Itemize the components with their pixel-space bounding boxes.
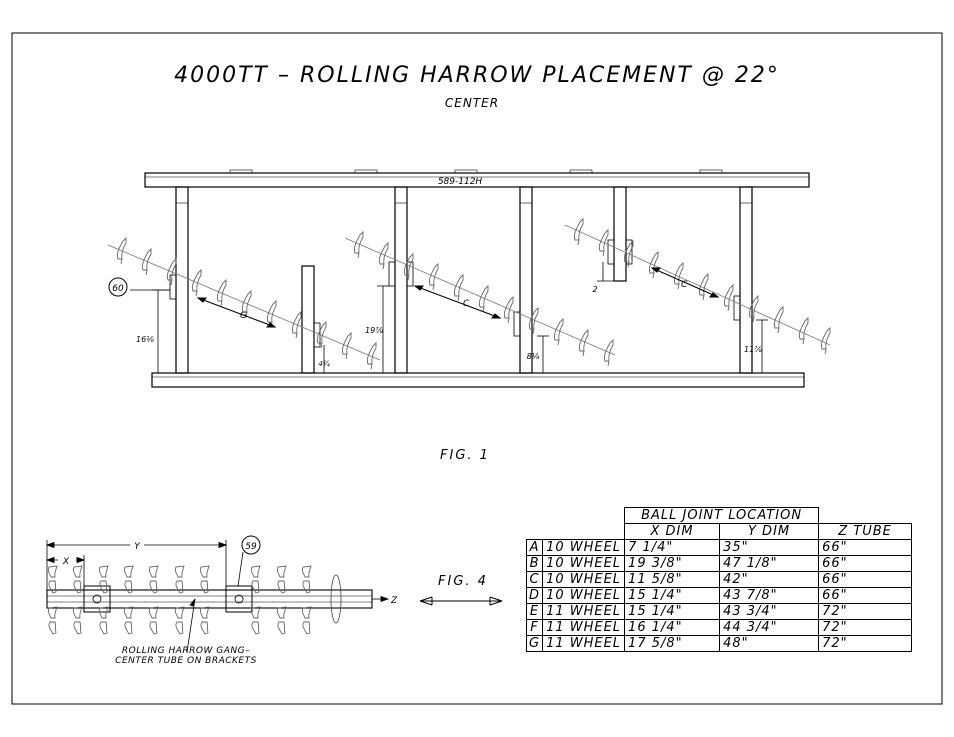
fig4-direction-arrow [420, 597, 502, 605]
fig1-spacing-g: G [240, 311, 247, 321]
fig4-z-label: Z [391, 596, 398, 606]
row-y-dim: 44 3/4" [720, 620, 819, 636]
row-z-tube: 66" [819, 540, 912, 556]
row-y-dim: 43 7/8" [720, 588, 819, 604]
row-x-dim: 19 3/8" [625, 556, 720, 572]
fig1-spacing-c2: C [681, 280, 688, 290]
row-x-dim: 15 1/4" [625, 588, 720, 604]
table-row [527, 604, 912, 620]
fig1-dim-right: 11⅞ [744, 345, 762, 354]
fig1-label: FIG. 1 [440, 448, 490, 463]
fig4-gang [47, 586, 372, 612]
row-z-tube: 66" [819, 556, 912, 572]
fig1-harrow-gang-right [565, 219, 830, 354]
fig1-frame [145, 170, 809, 387]
row-x-dim: 16 1/4" [625, 620, 720, 636]
row-id: B [527, 556, 543, 572]
table-body [527, 540, 912, 652]
row-id: C [527, 572, 543, 588]
table-header-row [527, 524, 912, 540]
fig4-note-line2: CENTER TUBE ON BRACKETS [115, 656, 257, 666]
fig1-dim-mid2: 4¾ [318, 360, 330, 368]
fig1-dim-right-small: 2 [592, 285, 598, 294]
row-id: A [527, 540, 543, 556]
fig1-spacing-arrows [198, 268, 718, 327]
row-id: E [527, 604, 543, 620]
table-row [527, 556, 912, 572]
row-z-tube: 66" [819, 588, 912, 604]
fig1-harrow-gang-center [345, 232, 615, 366]
row-y-dim: 48" [720, 636, 819, 652]
row-x-dim: 17 5/8" [625, 636, 720, 652]
ball-joint-table [526, 507, 912, 652]
header-z: Z TUBE [819, 524, 912, 540]
table-row [527, 540, 912, 556]
row-wheel: 10 WHEEL [543, 588, 625, 604]
row-z-tube: 72" [819, 620, 912, 636]
fig1-dimension-lines [130, 262, 768, 373]
row-y-dim: 35" [720, 540, 819, 556]
row-y-dim: 47 1/8" [720, 556, 819, 572]
row-wheel: 10 WHEEL [543, 540, 625, 556]
row-wheel: 10 WHEEL [543, 556, 625, 572]
drawing-subtitle: CENTER [444, 96, 500, 110]
table-row [527, 588, 912, 604]
fig1-dim-mid3: 8⅛ [526, 352, 540, 361]
fig1-callout: 60 [112, 284, 124, 294]
fig1-harrow-gang-left [108, 238, 380, 369]
header-y: Y DIM [720, 524, 819, 540]
row-y-dim: 42" [720, 572, 819, 588]
fig1-part-number: 589-112H [437, 177, 483, 187]
row-x-dim: 7 1/4" [625, 540, 720, 556]
fig1-spacing-c1: C [463, 299, 470, 309]
row-x-dim: 11 5/8" [625, 572, 720, 588]
table-row [527, 620, 912, 636]
row-id: D [527, 588, 543, 604]
row-id: G [527, 636, 543, 652]
table-row [527, 572, 912, 588]
table-title: BALL JOINT LOCATION [625, 508, 819, 524]
row-wheel: 11 WHEEL [543, 636, 625, 652]
row-y-dim: 43 3/4" [720, 604, 819, 620]
fig1-dim-left: 16⅛ [136, 335, 154, 344]
fig4-y-label: Y [134, 542, 140, 552]
row-wheel: 10 WHEEL [543, 572, 625, 588]
row-z-tube: 72" [819, 636, 912, 652]
table-title-row [527, 508, 912, 524]
fig4-label: FIG. 4 [438, 574, 488, 589]
row-x-dim: 15 1/4" [625, 604, 720, 620]
fig1-dim-mid1: 19⅞ [365, 326, 383, 335]
header-x: X DIM [625, 524, 720, 540]
table-row [527, 636, 912, 652]
drawing-title: 4000TT – ROLLING HARROW PLACEMENT @ 22° [174, 63, 780, 88]
fig4-note-line1: ROLLING HARROW GANG– [121, 646, 251, 656]
fig4-callout: 59 [245, 542, 257, 552]
row-z-tube: 72" [819, 604, 912, 620]
row-z-tube: 66" [819, 572, 912, 588]
row-id: F [527, 620, 543, 636]
row-wheel: 11 WHEEL [543, 620, 625, 636]
row-wheel: 11 WHEEL [543, 604, 625, 620]
fig4-x-label: X [62, 557, 70, 567]
